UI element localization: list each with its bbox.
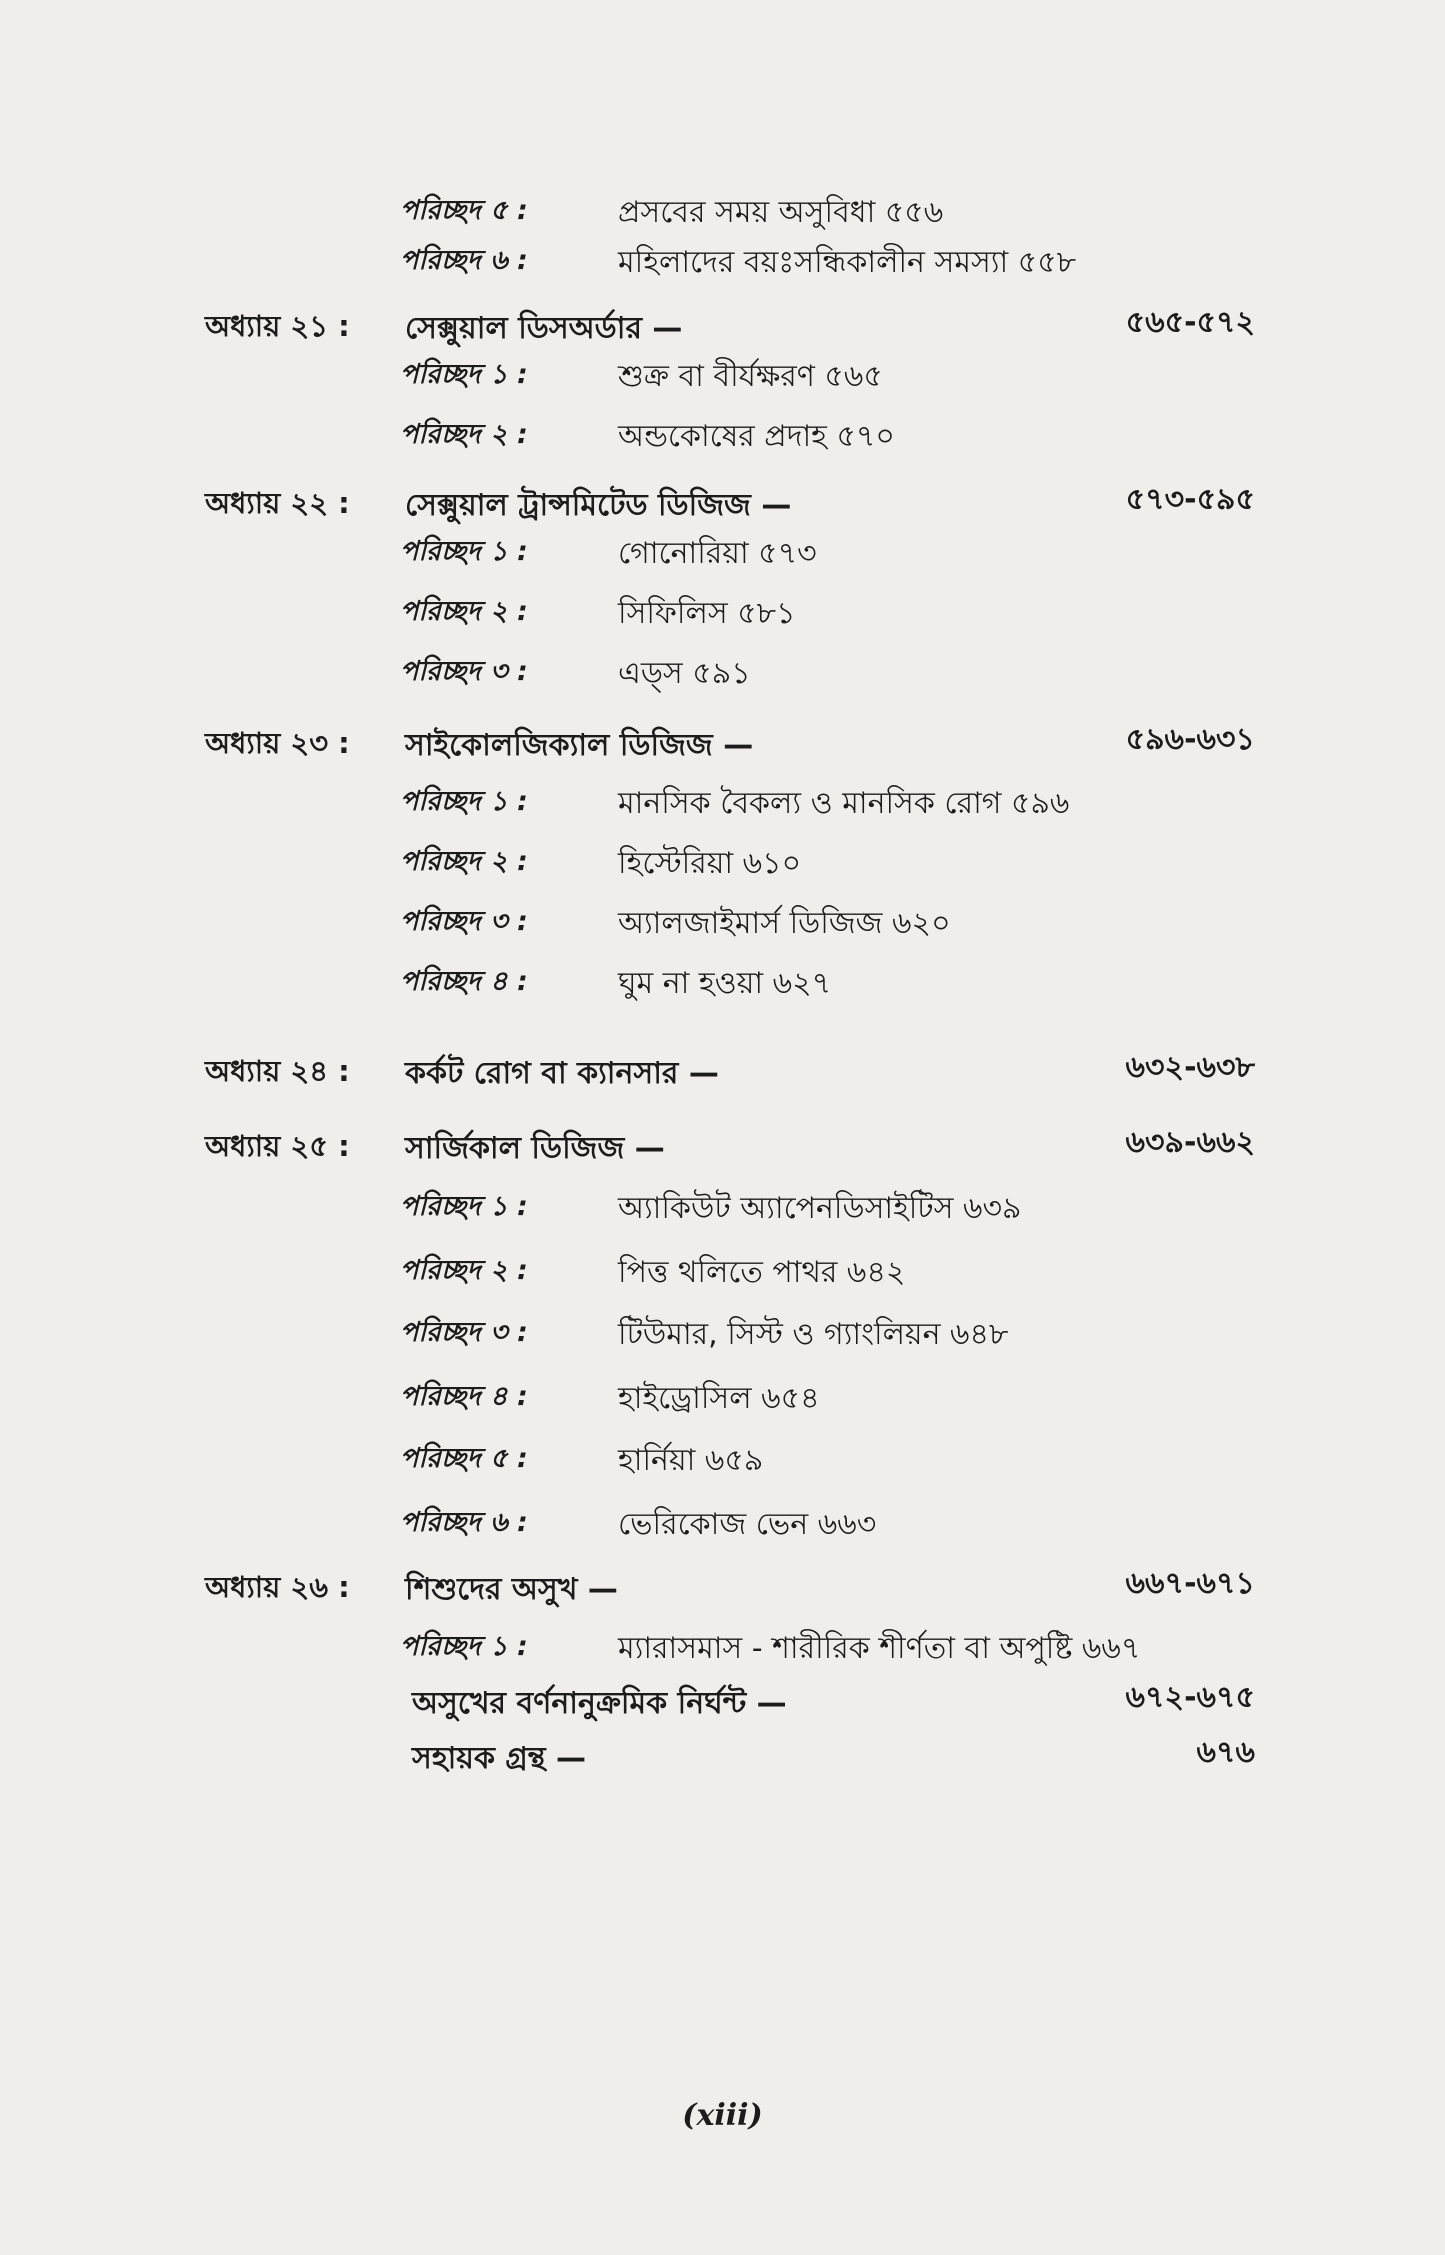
chapter-title: সেক্সুয়াল ট্রান্সমিটেড ডিজিজ —	[405, 488, 792, 523]
section-title: অ্যাকিউট অ্যাপেনডিসাইটিস ৬৩৯	[618, 1191, 1022, 1226]
toc-section-row	[0, 340, 1445, 400]
section-title: শুক্র বা বীর্যক্ষরণ ৫৬৫	[618, 359, 883, 394]
toc-section-row	[0, 1172, 1445, 1232]
chapter-title: কর্কট রোগ বা ক্যানসার —	[405, 1056, 719, 1091]
chapter-title: সার্জিকাল ডিজিজ —	[405, 1131, 665, 1166]
chapter-page-range: ৬৩৯-৬৬২	[1125, 1125, 1255, 1160]
section-label: পরিচ্ছদ ৫ :	[400, 1443, 528, 1474]
section-title: হিস্টেরিয়া ৬১০	[618, 846, 802, 881]
section-title: টিউমার, সিস্ট ও গ্যাংলিয়ন ৬৪৮	[618, 1317, 1009, 1352]
toc-chapter-row	[0, 1551, 1445, 1611]
chapter-page-range: ৫৯৬-৬৩১	[1125, 722, 1255, 757]
section-title: অ্যালজাইমার্স ডিজিজ ৬২০	[618, 906, 951, 941]
toc-chapter-row	[0, 1035, 1445, 1095]
chapter-page-range: ৬৬৭-৬৭১	[1125, 1566, 1255, 1601]
section-label: পরিচ্ছদ ৬ :	[400, 1507, 528, 1538]
section-title: হার্নিয়া ৬৫৯	[618, 1443, 764, 1478]
toc-section-row	[0, 637, 1445, 697]
chapter-label: অধ্যায় ২২ :	[205, 486, 350, 520]
section-label: পরিচ্ছদ ২ :	[400, 1255, 528, 1286]
section-title: সিফিলিস ৫৮১	[618, 596, 796, 631]
section-label: পরিচ্ছদ ৫ :	[400, 195, 528, 226]
appendix-title: অসুখের বর্ণনানুক্রমিক নির্ঘন্ট —	[412, 1686, 787, 1721]
section-label: পরিচ্ছদ ৩ :	[400, 906, 528, 937]
section-title: প্রসবের সময় অসুবিধা ৫৫৬	[618, 195, 944, 230]
chapter-title: সেক্সুয়াল ডিসঅর্ডার —	[405, 311, 683, 346]
chapter-label: অধ্যায় ২১ :	[205, 309, 350, 343]
chapter-label: অধ্যায় ২৫ :	[205, 1129, 350, 1163]
chapter-page-range: ৫৬৫-৫৭২	[1125, 305, 1255, 340]
toc-section-row	[0, 887, 1445, 947]
section-title: এড্‌স ৫৯১	[618, 656, 751, 691]
section-label: পরিচ্ছদ ১ :	[400, 359, 528, 390]
section-label: পরিচ্ছদ ২ :	[400, 419, 528, 450]
toc-section-row	[0, 517, 1445, 577]
section-label: পরিচ্ছদ ৪ :	[400, 966, 528, 997]
section-label: পরিচ্ছদ ৩ :	[400, 1317, 528, 1348]
section-label: পরিচ্ছদ ২ :	[400, 596, 528, 627]
appendix-page-range: ৬৭২-৬৭৫	[1125, 1680, 1255, 1715]
toc-section-row	[0, 1488, 1445, 1548]
toc-section-row	[0, 1298, 1445, 1358]
section-label: পরিচ্ছদ ৬ :	[400, 245, 528, 276]
section-title: মহিলাদের বয়ঃসন্ধিকালীন সমস্যা ৫৫৮	[618, 245, 1077, 280]
section-label: পরিচ্ছদ ৩ :	[400, 656, 528, 687]
toc-section-row	[0, 1612, 1445, 1672]
section-title: মানসিক বৈকল্য ও মানসিক রোগ ৫৯৬	[618, 786, 1070, 821]
appendix-title: সহায়ক গ্রন্থ —	[412, 1741, 587, 1776]
toc-section-row	[0, 947, 1445, 1007]
chapter-page-range: ৫৭৩-৫৯৫	[1125, 482, 1255, 517]
section-title: অন্ডকোষের প্রদাহ ৫৭০	[618, 419, 895, 454]
section-title: ম্যারাসমাস - শারীরিক শীর্ণতা বা অপুষ্টি ৬৬৭	[618, 1631, 1141, 1666]
section-label: পরিচ্ছদ ৪ :	[400, 1381, 528, 1412]
chapter-page-range: ৬৩২-৬৩৮	[1125, 1050, 1255, 1085]
section-title: হাইড্রোসিল ৬৫৪	[618, 1381, 820, 1416]
section-label: পরিচ্ছদ ১ :	[400, 1191, 528, 1222]
appendix-page-range: ৬৭৬	[1196, 1735, 1255, 1770]
section-title: গোনোরিয়া ৫৭৩	[618, 536, 817, 571]
section-label: পরিচ্ছদ ১ :	[400, 536, 528, 567]
section-label: পরিচ্ছদ ১ :	[400, 1631, 528, 1662]
toc-section-row	[0, 1424, 1445, 1484]
chapter-label: অধ্যায় ২৬ :	[205, 1570, 350, 1604]
chapter-title: শিশুদের অসুখ —	[405, 1572, 618, 1607]
section-title: ভেরিকোজ ভেন ৬৬৩	[618, 1507, 877, 1542]
toc-chapter-row	[0, 707, 1445, 767]
page-number: (xiii)	[682, 2098, 763, 2133]
section-label: পরিচ্ছদ ১ :	[400, 786, 528, 817]
section-title: পিত্ত থলিতে পাথর ৬৪২	[618, 1255, 906, 1290]
toc-section-row	[0, 226, 1445, 286]
toc-section-row	[0, 767, 1445, 827]
toc-section-row	[0, 400, 1445, 460]
section-title: ঘুম না হওয়া ৬২৭	[618, 966, 832, 1001]
chapter-label: অধ্যায় ২৩ :	[205, 726, 350, 760]
toc-appendix-row	[0, 1720, 1445, 1780]
section-label: পরিচ্ছদ ২ :	[400, 846, 528, 877]
toc-section-row	[0, 577, 1445, 637]
toc-section-row	[0, 1236, 1445, 1296]
toc-section-row	[0, 1362, 1445, 1422]
chapter-label: অধ্যায় ২৪ :	[205, 1054, 350, 1088]
toc-section-row	[0, 827, 1445, 887]
chapter-title: সাইকোলজিক্যাল ডিজিজ —	[405, 728, 754, 763]
toc-chapter-row	[0, 1110, 1445, 1170]
toc-appendix-row	[0, 1665, 1445, 1725]
